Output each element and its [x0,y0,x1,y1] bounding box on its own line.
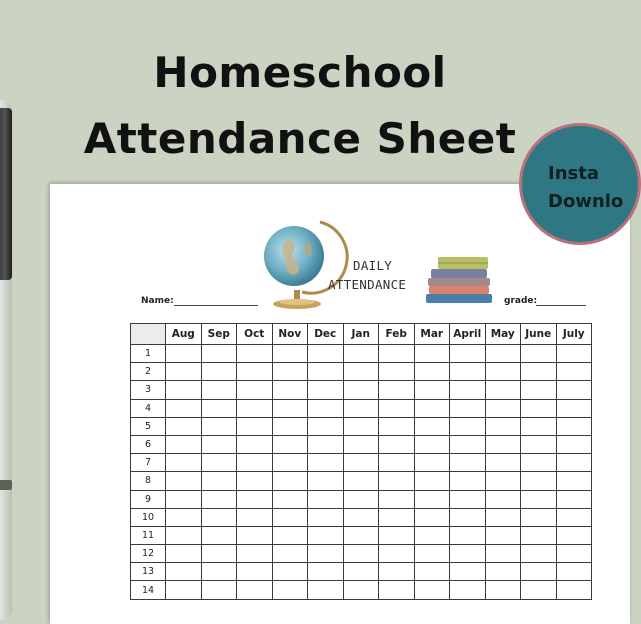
day-number: 11 [131,526,166,544]
attendance-cell[interactable] [450,417,486,435]
attendance-cell[interactable] [485,435,521,453]
attendance-cell[interactable] [521,381,557,399]
headline-line-2: Attendance Sheet [83,114,517,163]
attendance-cell[interactable] [201,545,237,563]
attendance-cell[interactable] [201,563,237,581]
grade-label: grade: [504,296,538,306]
badge-line-1: Insta [548,163,599,184]
attendance-cell[interactable] [201,345,237,363]
attendance-cell[interactable] [485,508,521,526]
month-header: Feb [379,324,415,345]
attendance-cell[interactable] [166,417,202,435]
attendance-cell[interactable] [272,526,308,544]
attendance-cell[interactable] [556,563,592,581]
attendance-cell[interactable] [343,526,379,544]
attendance-cell[interactable] [379,399,415,417]
day-row [131,399,592,417]
attendance-cell[interactable] [414,490,450,508]
attendance-cell[interactable] [485,545,521,563]
attendance-cell[interactable] [166,581,202,599]
attendance-cell[interactable] [272,454,308,472]
day-number: 1 [131,345,166,363]
attendance-cell[interactable] [201,526,237,544]
name-field[interactable] [174,305,258,306]
attendance-cell[interactable] [521,508,557,526]
attendance-cell[interactable] [166,399,202,417]
attendance-cell[interactable] [521,435,557,453]
day-number: 7 [131,454,166,472]
attendance-cell[interactable] [414,454,450,472]
attendance-cell[interactable] [308,563,344,581]
attendance-cell[interactable] [556,508,592,526]
attendance-cell[interactable] [521,417,557,435]
day-row [131,563,592,581]
attendance-cell[interactable] [414,399,450,417]
day-number: 2 [131,363,166,381]
attendance-cell[interactable] [414,545,450,563]
attendance-cell[interactable] [521,581,557,599]
attendance-cell[interactable] [308,490,344,508]
attendance-cell[interactable] [343,345,379,363]
badge-line-2: Downlo [548,191,624,212]
attendance-cell[interactable] [201,363,237,381]
attendance-cell[interactable] [308,454,344,472]
attendance-cell[interactable] [166,526,202,544]
attendance-cell[interactable] [166,563,202,581]
attendance-cell[interactable] [166,545,202,563]
attendance-cell[interactable] [485,399,521,417]
attendance-cell[interactable] [485,417,521,435]
attendance-cell[interactable] [521,472,557,490]
attendance-cell[interactable] [556,454,592,472]
day-row [131,490,592,508]
attendance-cell[interactable] [414,435,450,453]
attendance-cell[interactable] [521,526,557,544]
attendance-cell[interactable] [450,563,486,581]
month-header: Oct [237,324,273,345]
day-row [131,472,592,490]
day-number: 9 [131,490,166,508]
attendance-cell[interactable] [201,417,237,435]
attendance-cell[interactable] [379,435,415,453]
day-row [131,345,592,363]
attendance-cell[interactable] [272,345,308,363]
attendance-cell[interactable] [521,399,557,417]
month-header: Sep [201,324,237,345]
attendance-cell[interactable] [556,545,592,563]
attendance-cell[interactable] [450,472,486,490]
attendance-cell[interactable] [343,417,379,435]
attendance-cell[interactable] [237,490,273,508]
attendance-cell[interactable] [556,490,592,508]
day-row [131,526,592,544]
attendance-cell[interactable] [308,381,344,399]
attendance-cell[interactable] [201,581,237,599]
attendance-cell[interactable] [237,417,273,435]
day-number: 12 [131,545,166,563]
attendance-cell[interactable] [201,490,237,508]
attendance-cell[interactable] [450,526,486,544]
attendance-cell[interactable] [556,399,592,417]
attendance-cell[interactable] [485,581,521,599]
attendance-cell[interactable] [343,435,379,453]
attendance-cell[interactable] [450,363,486,381]
attendance-cell[interactable] [414,363,450,381]
month-header: June [521,324,557,345]
attendance-cell[interactable] [272,490,308,508]
day-row [131,435,592,453]
attendance-cell[interactable] [414,563,450,581]
attendance-cell[interactable] [556,363,592,381]
attendance-cell[interactable] [237,545,273,563]
attendance-cell[interactable] [485,345,521,363]
attendance-cell[interactable] [343,545,379,563]
attendance-cell[interactable] [379,417,415,435]
attendance-cell[interactable] [414,581,450,599]
attendance-cell[interactable] [272,581,308,599]
day-row [131,454,592,472]
attendance-cell[interactable] [166,435,202,453]
day-number: 3 [131,381,166,399]
attendance-cell[interactable] [237,581,273,599]
month-header: July [556,324,592,345]
month-header-row [131,324,592,345]
instant-download-badge[interactable] [519,123,641,245]
attendance-grid [130,323,592,600]
attendance-cell[interactable] [343,399,379,417]
attendance-cell[interactable] [343,381,379,399]
attendance-cell[interactable] [379,490,415,508]
grade-field[interactable] [536,305,586,306]
day-number: 4 [131,399,166,417]
attendance-cell[interactable] [450,545,486,563]
day-row [131,417,592,435]
attendance-cell[interactable] [308,472,344,490]
attendance-cell[interactable] [450,454,486,472]
day-number: 13 [131,563,166,581]
attendance-cell[interactable] [308,363,344,381]
attendance-cell[interactable] [485,490,521,508]
attendance-cell[interactable] [201,435,237,453]
day-number: 5 [131,417,166,435]
attendance-cell[interactable] [521,563,557,581]
attendance-cell[interactable] [201,399,237,417]
attendance-cell[interactable] [237,363,273,381]
attendance-cell[interactable] [166,381,202,399]
attendance-cell[interactable] [237,435,273,453]
attendance-cell[interactable] [450,581,486,599]
attendance-cell[interactable] [379,545,415,563]
attendance-cell[interactable] [450,435,486,453]
attendance-cell[interactable] [450,381,486,399]
globe-icon [258,212,338,314]
day-row [131,545,592,563]
attendance-cell[interactable] [521,490,557,508]
day-number: 14 [131,581,166,599]
attendance-cell[interactable] [379,381,415,399]
corner-cell [131,324,166,345]
books-icon [424,254,494,306]
attendance-cell[interactable] [485,472,521,490]
attendance-cell[interactable] [521,545,557,563]
attendance-cell[interactable] [556,472,592,490]
attendance-cell[interactable] [521,454,557,472]
attendance-cell[interactable] [308,435,344,453]
headline-line-1: Homeschool [153,48,447,97]
attendance-cell[interactable] [556,526,592,544]
attendance-cell[interactable] [521,363,557,381]
attendance-cell[interactable] [272,563,308,581]
attendance-cell[interactable] [237,345,273,363]
day-row [131,508,592,526]
attendance-cell[interactable] [166,363,202,381]
attendance-cell[interactable] [556,345,592,363]
attendance-cell[interactable] [272,435,308,453]
day-row [131,381,592,399]
month-header: Mar [414,324,450,345]
attendance-cell[interactable] [450,345,486,363]
attendance-cell[interactable] [272,363,308,381]
month-header: Dec [308,324,344,345]
attendance-cell[interactable] [237,472,273,490]
attendance-cell[interactable] [308,345,344,363]
attendance-cell[interactable] [414,345,450,363]
attendance-cell[interactable] [414,472,450,490]
attendance-cell[interactable] [379,454,415,472]
attendance-cell[interactable] [201,508,237,526]
attendance-cell[interactable] [343,472,379,490]
attendance-cell[interactable] [379,563,415,581]
attendance-cell[interactable] [485,381,521,399]
attendance-cell[interactable] [485,454,521,472]
attendance-cell[interactable] [272,417,308,435]
sheet-title-attendance: ATTENDANCE [328,277,407,292]
day-number: 8 [131,472,166,490]
attendance-cell[interactable] [556,381,592,399]
name-label: Name: [141,296,174,306]
attendance-cell[interactable] [450,490,486,508]
attendance-cell[interactable] [414,508,450,526]
attendance-cell[interactable] [237,508,273,526]
attendance-cell[interactable] [343,508,379,526]
attendance-cell[interactable] [237,381,273,399]
attendance-cell[interactable] [414,526,450,544]
attendance-cell[interactable] [556,417,592,435]
attendance-cell[interactable] [201,454,237,472]
attendance-cell[interactable] [308,508,344,526]
attendance-cell[interactable] [379,526,415,544]
attendance-cell[interactable] [414,381,450,399]
attendance-cell[interactable] [450,508,486,526]
attendance-cell[interactable] [237,399,273,417]
attendance-cell[interactable] [379,581,415,599]
attendance-cell[interactable] [201,472,237,490]
attendance-cell[interactable] [379,508,415,526]
attendance-cell[interactable] [308,581,344,599]
attendance-cell[interactable] [556,435,592,453]
attendance-cell[interactable] [272,399,308,417]
month-header: Aug [166,324,202,345]
attendance-cell[interactable] [379,345,415,363]
sheet-title-daily: DAILY [353,258,393,273]
attendance-cell[interactable] [485,526,521,544]
attendance-cell[interactable] [485,363,521,381]
attendance-cell[interactable] [308,399,344,417]
attendance-cell[interactable] [166,490,202,508]
attendance-cell[interactable] [201,381,237,399]
day-number: 10 [131,508,166,526]
day-row [131,363,592,381]
attendance-cell[interactable] [450,399,486,417]
attendance-cell[interactable] [272,472,308,490]
attendance-cell[interactable] [237,526,273,544]
attendance-cell[interactable] [343,454,379,472]
month-header: Jan [343,324,379,345]
attendance-cell[interactable] [166,472,202,490]
attendance-cell[interactable] [343,581,379,599]
pen-band [0,480,12,490]
attendance-cell[interactable] [521,345,557,363]
month-header: May [485,324,521,345]
attendance-cell[interactable] [308,417,344,435]
attendance-cell[interactable] [166,508,202,526]
attendance-cell[interactable] [308,545,344,563]
attendance-cell[interactable] [556,581,592,599]
month-header: Nov [272,324,308,345]
attendance-cell[interactable] [272,545,308,563]
attendance-cell[interactable] [272,381,308,399]
attendance-cell[interactable] [308,526,344,544]
attendance-cell[interactable] [237,563,273,581]
attendance-cell[interactable] [272,508,308,526]
day-row [131,581,592,599]
attendance-cell[interactable] [414,417,450,435]
day-number: 6 [131,435,166,453]
attendance-cell[interactable] [237,454,273,472]
attendance-cell[interactable] [379,363,415,381]
attendance-cell[interactable] [343,363,379,381]
attendance-cell[interactable] [343,490,379,508]
attendance-cell[interactable] [485,563,521,581]
attendance-cell[interactable] [166,345,202,363]
month-header: April [450,324,486,345]
attendance-cell[interactable] [379,472,415,490]
attendance-cell[interactable] [166,454,202,472]
attendance-cell[interactable] [343,563,379,581]
